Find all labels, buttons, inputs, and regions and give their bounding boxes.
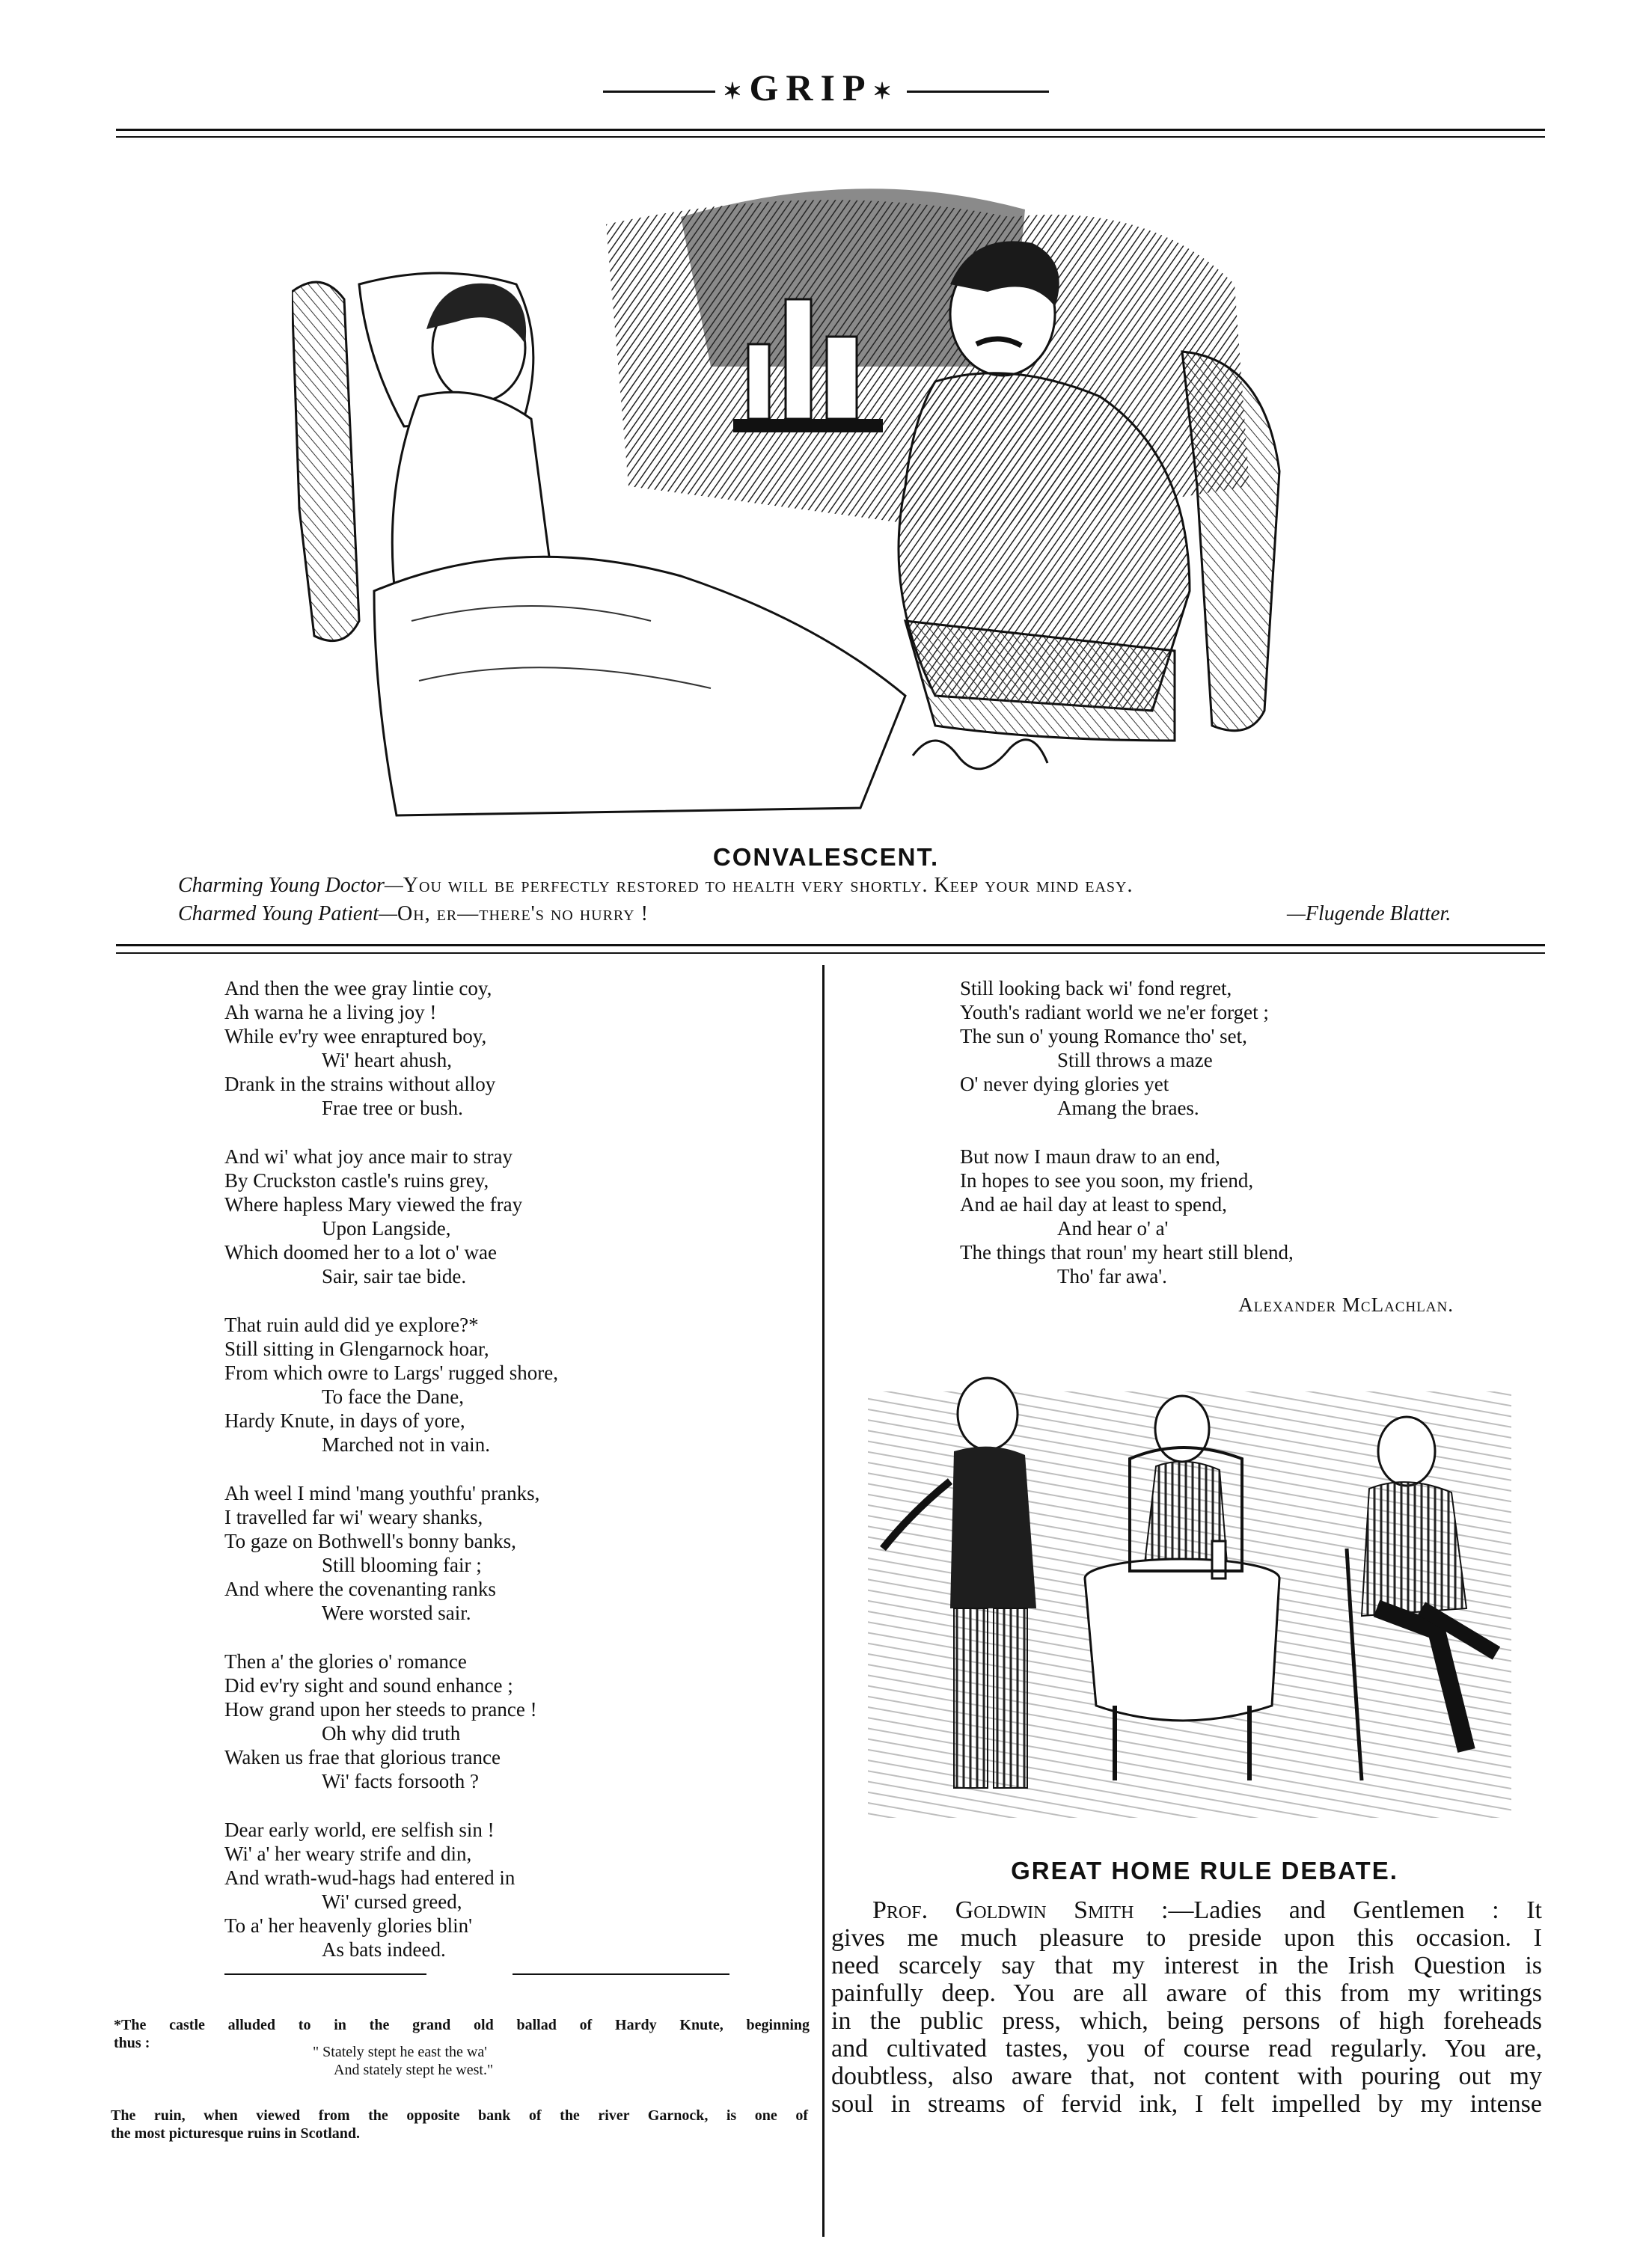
stanza: But now I maun draw to an end, In hopes to see you soon, my friend, And ae hail day at least to spend, And hear o' a' The things that roun' my heart still blend, Tho' far awa'. bbox=[960, 1145, 1294, 1287]
caption-speaker-2: Charmed Young Patient— bbox=[178, 902, 397, 925]
footnote-quote-2: And stately stept he west." bbox=[334, 2062, 494, 2078]
caption-credit: —Flugende Blatter. bbox=[1287, 902, 1451, 925]
caption-text-2: Oh, er—there's no hurry ! bbox=[397, 902, 649, 925]
debate-line: gives me much pleasure to preside upon this occasion. I bbox=[831, 1924, 1542, 1952]
cartoon-title: CONVALESCENT. bbox=[712, 843, 940, 871]
debate-line: Prof. Goldwin Smith :—Ladies and Gentlemen : It bbox=[872, 1896, 1542, 1924]
debate-line: and cultivated tastes, you of course read regularly. You are, bbox=[831, 2035, 1542, 2062]
footnote-rule-left bbox=[224, 1973, 426, 1975]
mid-rule-2 bbox=[116, 952, 1545, 954]
column-divider bbox=[822, 965, 825, 2237]
stanza: Still looking back wi' fond regret, Youth's radiant world we ne'er forget ; The sun o' young Romance tho' set, Still throws a maze O' never dying glories yet Amang the braes. bbox=[960, 977, 1269, 1119]
caption-text-1: You will be perfectly restored to health very shortly. Keep your mind easy. bbox=[403, 874, 1134, 897]
masthead-title: ✶GRIP✶ bbox=[0, 66, 1652, 109]
footnote-quote-1: " Stately stept he east the wa' bbox=[313, 2044, 487, 2060]
debate-line: painfully deep. You are all aware of this from my writings bbox=[831, 1979, 1542, 2007]
debate-title: GREAT HOME RULE DEBATE. bbox=[1011, 1857, 1398, 1884]
stanza: And wi' what joy ance mair to stray By Cruckston castle's ruins grey, Where hapless Mary viewed the fray Upon Langside, Which doomed her to a lot o' wae Sair, sair tae bide. bbox=[224, 1145, 523, 1287]
mid-rule-1 bbox=[116, 944, 1545, 946]
poem-right bbox=[960, 976, 1499, 1317]
footnote-rule-right bbox=[513, 1973, 729, 1975]
poem-left bbox=[224, 976, 793, 1986]
stanza: That ruin auld did ye explore?* Still sitting in Glengarnock hoar, From which owre to Largs' rugged shore, To face the Dane, Hardy Knute, in days of yore, Marched not in vain. bbox=[224, 1314, 559, 1456]
footnote-line-1: *The castle alluded to in the grand old ballad of Hardy Knute, beginning bbox=[114, 2017, 810, 2033]
convalescent-illustration bbox=[292, 172, 1392, 823]
stanza: Then a' the glories o' romance Did ev'ry sight and sound enhance ; How grand upon her steeds to prance ! Oh why did truth Waken us frae that glorious trance Wi' facts forsooth ? bbox=[224, 1650, 537, 1792]
stanza: And then the wee gray lintie coy, Ah warna he a living joy ! While ev'ry wee enraptured boy, Wi' heart ahush, Drank in the strains without alloy Frae tree or bush. bbox=[224, 977, 496, 1119]
footnote-note-2: the most picturesque ruins in Scotland. bbox=[111, 2125, 361, 2142]
debate-speaker: Prof. Goldwin Smith bbox=[872, 1896, 1134, 1924]
top-rule-1 bbox=[116, 129, 1545, 131]
debate-line: in the public press, which, being persons of high foreheads bbox=[831, 2007, 1542, 2035]
top-rule-2 bbox=[116, 136, 1545, 138]
debate-text bbox=[831, 1896, 1542, 2118]
debate-line: soul in streams of fervid ink, I felt impelled by my intense bbox=[831, 2090, 1542, 2118]
footnote-line-2: thus : bbox=[114, 2035, 150, 2051]
caption-speaker-1: Charming Young Doctor— bbox=[178, 874, 403, 897]
caption-line-1 bbox=[178, 874, 1133, 898]
caption-line-2 bbox=[178, 902, 649, 926]
debate-line: doubtless, also aware that, not content with pouring out my bbox=[831, 2062, 1542, 2090]
poem-author: Alexander McLachlan. bbox=[1238, 1293, 1454, 1316]
stanza: Dear early world, ere selfish sin ! Wi' a' her weary strife and din, And wrath-wud-hags had entered in Wi' cursed greed, To a' her heavenly glories blin' As bats indeed. bbox=[224, 1819, 516, 1961]
footnote-note-1: The ruin, when viewed from the opposite bank of the river Garnock, is one of bbox=[111, 2107, 808, 2124]
home-rule-debate-illustration bbox=[868, 1362, 1511, 1818]
stanza: Ah weel I mind 'mang youthfu' pranks, I travelled far wi' weary shanks, To gaze on Bothwell's bonny banks, Still blooming fair ; And where the covenanting ranks Were worsted sair. bbox=[224, 1482, 540, 1624]
debate-line: need scarcely say that my interest in the Irish Question is bbox=[831, 1952, 1542, 1979]
